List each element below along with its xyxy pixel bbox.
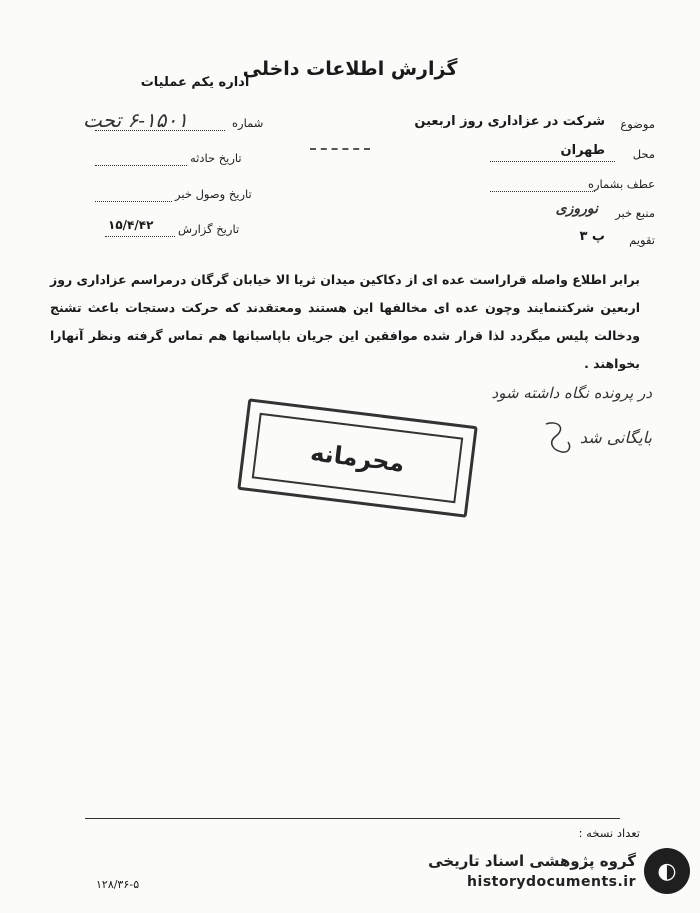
confidential-stamp [237,398,477,517]
archived-note: بایگانی شد [579,428,652,447]
subject-label: موضوع [620,117,655,131]
rating-label: تقویم [629,233,655,247]
report-body: برابر اطلاع واصله قراراست عده ای از دکاکین میدان ثریا الا خیابان گرگان درمراسم عزاداری روز اربعین شرکتنمایند وچون عده ای مخالفها این هستند ومعتقدند که حرکت دستجات باعث تشنج ودخالت پلیس میگردد لذا قرار شده موافقین این جریان باپاسبانها هم تماس گرفته ونظر آنهارا بخواهند . [50,272,640,371]
incident-date-line [95,165,187,166]
document-number: ۱۲۸/۳۶-۵ [96,878,140,891]
receipt-date-line [95,201,172,202]
watermark [400,848,690,898]
stamp-text: محرمانه [252,413,464,503]
report-title: گزارش اطلاعات داخلی [242,58,458,80]
watermark-name: گروه پژوهشی اسناد تاریخی [428,852,636,870]
location-label: محل [632,147,655,161]
signature-mark [538,418,578,458]
reference-label: عطف بشماره [587,177,655,191]
handwritten-note: در پرونده نگاه داشته شود [491,384,652,402]
footer-divider [85,818,620,819]
report-date-label: تاریخ گزارش [178,222,240,236]
report-date-line [105,236,175,237]
incident-date-label: تاریخ حادثه [190,151,242,165]
archive-logo-icon: ◐ [644,848,690,894]
report-date-value: ۱۵/۴/۴۲ [108,218,154,232]
source-label: منبع خبر [615,206,655,220]
department-label: اداره یکم عملیات [140,75,250,90]
location-line [490,161,615,162]
reference-line [490,191,595,192]
subject-value: شرکت در عزاداری روز اربعین [414,114,605,129]
receipt-date-label: تاریخ وصول خبر [175,187,252,201]
location-value: طهران [560,143,605,158]
number-value: ۶-۱۵۰۱ تحت [83,108,188,132]
watermark-url: historydocuments.ir [467,874,636,890]
number-label: شماره [232,116,264,130]
scribble-mark [310,148,370,150]
rating-value: پ ۳ [579,229,605,244]
source-value: نوروزی [555,201,598,217]
copies-label: تعداد نسخه : [578,826,640,840]
